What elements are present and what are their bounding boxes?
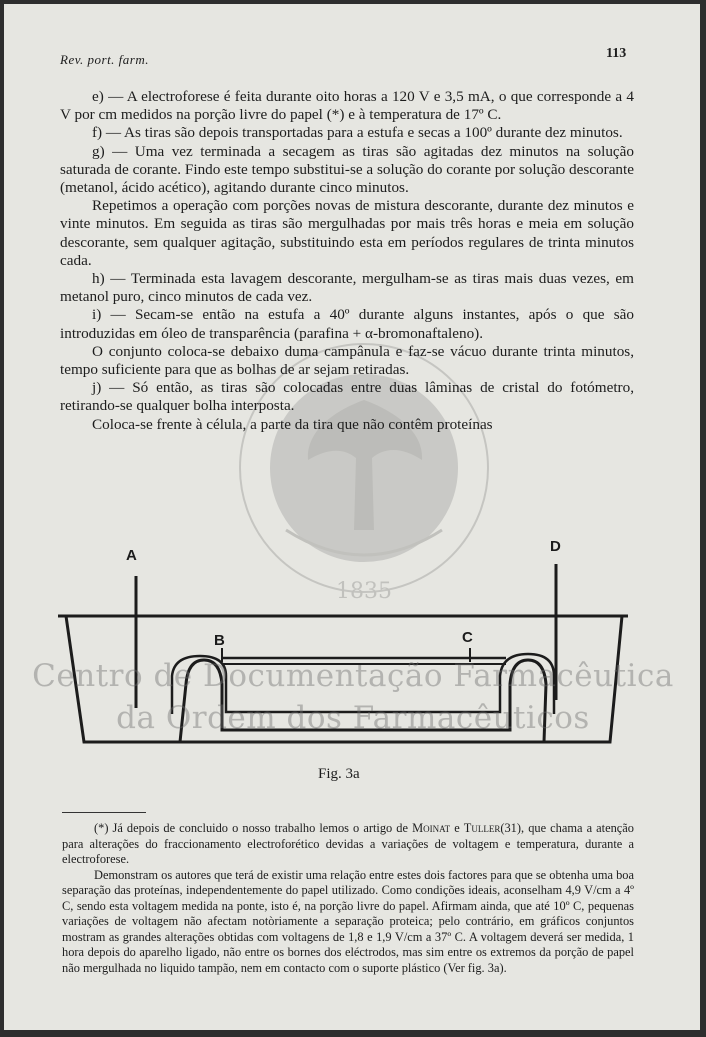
footnote-1-end: , que chama a atenção para alterações do fraccionamento electroforético devidas a variações de voltagem e temperatura, durante a electroforese. [62, 821, 634, 866]
label-c: C [462, 629, 473, 646]
label-a: A [126, 547, 137, 564]
footnote-author-2: Tuller [463, 821, 501, 835]
paragraph-i: i) — Secam-se então na estufa a 40º durante alguns instantes, após o que são introduzidas em óleo de transparência (parafina + α-bromonaftaleno). [60, 306, 634, 342]
paragraph-e: e) — A electroforese é feita durante oito horas a 120 V e 3,5 mA, o que corresponde a 4 V por cm medidos na porção livre do papel (*) e à temperatura de 17º C. [60, 88, 634, 124]
label-d: D [550, 538, 561, 555]
running-header: Rev. port. farm. [60, 52, 149, 67]
footnotes [62, 821, 634, 976]
page-number: 113 [606, 46, 627, 61]
seal-year: 1835 [336, 579, 392, 604]
paragraph-f: f) — As tiras são depois transportadas para a estufa e secas a 100º durante dez minutos. [92, 124, 623, 142]
paragraph-h: h) — Terminada esta lavagem descorante, mergulham-se as tiras mais duas vezes, em metanol puro, cinco minutos de cada vez. [60, 270, 634, 306]
footnote-1 [62, 821, 634, 868]
page [4, 4, 700, 1030]
footnote-reference: (31) [500, 821, 522, 835]
watermark-line-1: Centro de Documentação Farmacêutica [32, 658, 674, 694]
footnote-author-1: Moinat [412, 821, 451, 835]
footnote-1-start: (*) Já depois de concluido o nosso trabalho lemos o artigo de [94, 821, 413, 835]
paragraph-conjunto: O conjunto coloca-se debaixo duma campânula e faz-se vácuo durante trinta minutos, tempo suficiente para que as bolhas de ar sejam retiradas. [60, 342, 634, 379]
footnote-2: Demonstram os autores que terá de existir uma relação entre estes dois factores para que se obtenha uma boa separação das proteínas, independentemente do papel utilizado. Como condições ideais, aconselham 4,9 V/cm a 4º C, sendo esta voltagem medida na ponte, isto é, na porção livre do papel. Afirmam ainda, que até 10º C, pequenas variações de voltagem não afectam notòriamente a separação proteica; pelo contrário, em gráficos conjuntos mostram as grandes alterações obtidas com voltagens de 1,8 e 1,9 V/cm a 37º C. A voltagem deverá ser medida, 1 hora depois do aparelho ligado, não entre os bornes dos eléctrodos, mas sim entre os extremos da porção de papel não mergulhada no liquido tampão, nem em contacto com o suporte plástico (Ver fig. 3a). [62, 867, 634, 975]
paragraph-coloca: Coloca-se frente à célula, a parte da tira que não contêm proteínas [92, 415, 493, 433]
paragraph-repeat: Repetimos a operação com porções novas de mistura descorante, durante dez minutos e vinte minutos. Em seguida as tiras são mergulhadas por mais três horas e meia em solução descorante, sem qualquer agitação, substituindo esta em períodos regulares de trinta minutos cada. [60, 197, 634, 269]
figure-caption: Fig. 3a [318, 766, 360, 782]
label-b: B [214, 632, 225, 649]
body-text [60, 88, 634, 434]
watermark-line-2: da Ordem dos Farmacêuticos [116, 700, 590, 736]
paragraph-j: j) — Só então, as tiras são colocadas entre duas lâminas de cristal do fotómetro, retirando-se qualquer bolha interposta. [60, 379, 634, 415]
paragraph-g: g) — Uma vez terminada a secagem as tiras são agitadas dez minutos na solução saturada de corante. Findo este tempo substitui-se a solução do corante por solução descorante (metanol, ácido acético), agitando durante cinco minutos. [60, 142, 634, 197]
footnote-divider [62, 812, 146, 813]
footnote-and: e [450, 821, 464, 835]
